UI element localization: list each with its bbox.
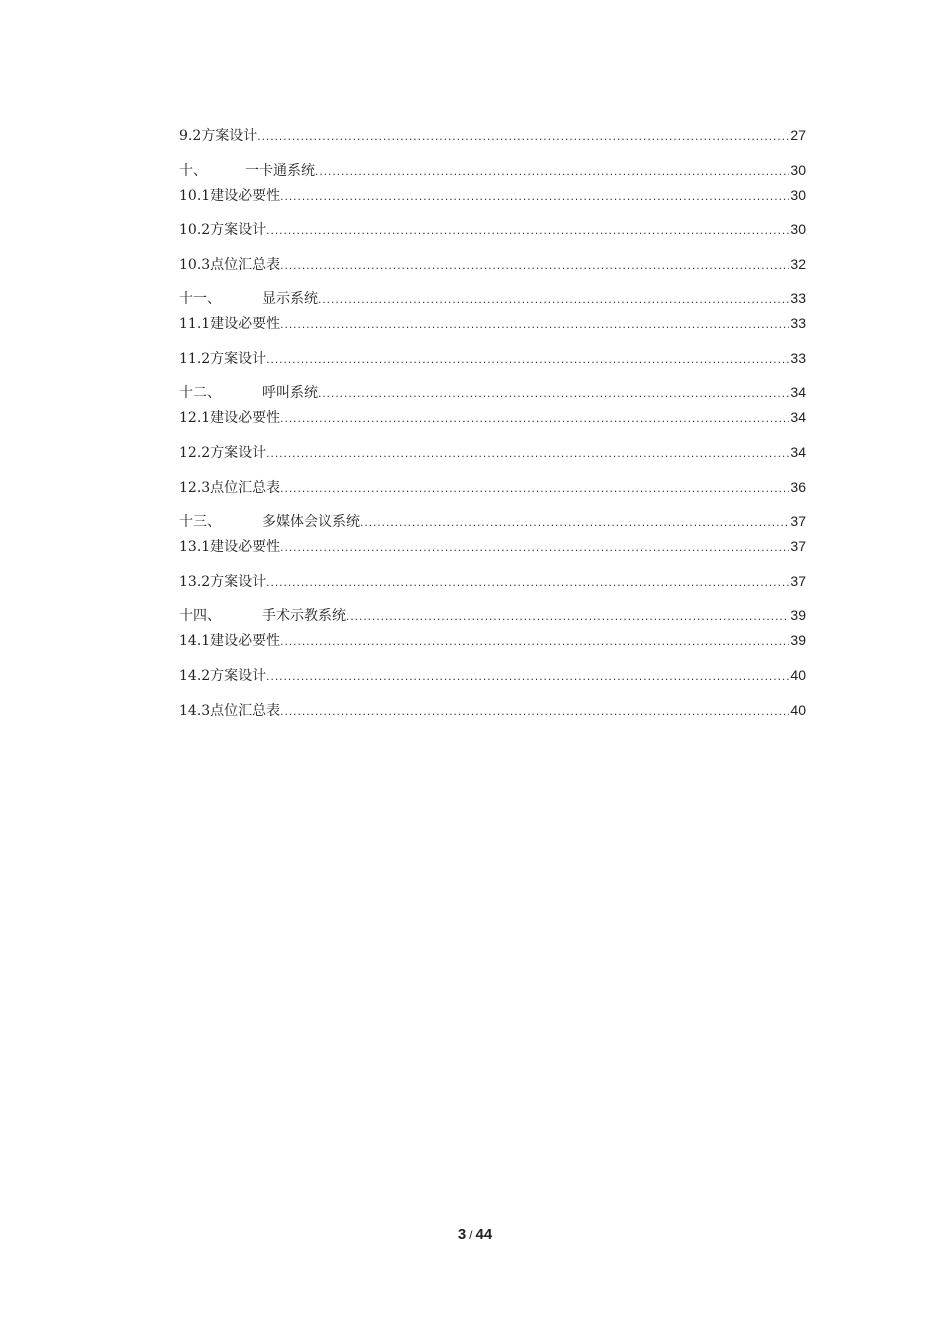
toc-entry-title: 方案设计 (210, 668, 267, 684)
toc-entry-number: 14.2 (179, 668, 211, 684)
toc-entry-title: 方案设计 (210, 445, 267, 461)
toc-entry-label (179, 125, 257, 147)
toc-entry-label (179, 219, 266, 241)
toc-page-number: 34 (789, 381, 806, 403)
toc-page-number: 30 (789, 159, 806, 181)
toc-entry-label (179, 288, 318, 310)
total-pages: 44 (475, 1226, 493, 1243)
current-page: 3 (457, 1226, 467, 1243)
toc-page-number: 40 (789, 664, 806, 686)
toc-entry-title: 建设必要性 (210, 539, 281, 555)
toc-entry-title: 方案设计 (210, 351, 267, 367)
dot-leader (266, 665, 789, 687)
dot-leader (280, 477, 789, 499)
toc-entry-number: 13.2 (179, 574, 211, 590)
toc-page-number: 37 (789, 510, 806, 532)
toc-section-entry[interactable] (179, 184, 806, 206)
toc-entry-label (179, 605, 346, 627)
dot-leader (280, 536, 789, 558)
toc-entry-title: 建设必要性 (210, 316, 281, 332)
page-separator: / (469, 1228, 473, 1242)
toc-entry-number: 13.1 (179, 539, 211, 555)
toc-section-entry[interactable] (179, 441, 806, 463)
toc-section-entry[interactable] (179, 629, 806, 651)
dot-leader (315, 160, 789, 182)
toc-chapter-entry[interactable] (179, 604, 806, 626)
toc-page-number: 30 (789, 184, 806, 206)
toc-section-entry[interactable] (179, 406, 806, 428)
toc-entry-title: 显示系统 (262, 291, 318, 307)
toc-section-entry[interactable] (179, 699, 806, 721)
toc-entry-title: 多媒体会议系统 (262, 514, 360, 530)
toc-entry-title: 手术示教系统 (262, 608, 346, 624)
toc-section-entry[interactable] (179, 312, 806, 334)
toc-entry-number: 10.1 (179, 188, 211, 204)
toc-entry-label (179, 160, 315, 182)
toc-entry-number: 11.1 (179, 316, 211, 332)
toc-entry-title: 点位汇总表 (210, 480, 281, 496)
toc-chapter-entry[interactable] (179, 510, 806, 532)
toc-entry-label (179, 442, 266, 464)
dot-leader (318, 382, 789, 404)
toc-page-number: 27 (789, 124, 806, 146)
toc-entry-label (179, 665, 266, 687)
toc-page-number: 33 (789, 347, 806, 369)
toc-entry-label (179, 700, 280, 722)
toc-entry-title: 呼叫系统 (262, 385, 318, 401)
toc-entry-number: 十一、 (179, 291, 221, 307)
toc-entry-number: 十、 (179, 163, 207, 179)
toc-page-number: 40 (789, 699, 806, 721)
page-number (0, 1226, 950, 1243)
toc-section-entry[interactable] (179, 535, 806, 557)
toc-entry-title: 方案设计 (210, 574, 267, 590)
toc-section-entry[interactable] (179, 253, 806, 275)
toc-page-number: 33 (789, 312, 806, 334)
dot-leader (280, 407, 789, 429)
dot-leader (346, 605, 789, 627)
toc-entry-number: 11.2 (179, 351, 211, 367)
toc-entry-label (179, 348, 266, 370)
toc-page-number: 37 (789, 570, 806, 592)
toc-entry-label (179, 185, 280, 207)
toc-entry-number: 14.1 (179, 633, 211, 649)
dot-leader (280, 630, 789, 652)
dot-leader (280, 185, 789, 207)
toc-section-entry[interactable] (179, 124, 806, 146)
toc-entry-label (179, 511, 360, 533)
toc-entry-number: 12.2 (179, 445, 211, 461)
toc-page-number: 37 (789, 535, 806, 557)
toc-entry-number: 十二、 (179, 385, 221, 401)
toc-section-entry[interactable] (179, 218, 806, 240)
toc-entry-title: 建设必要性 (210, 633, 281, 649)
toc-entry-title: 一卡通系统 (245, 163, 315, 179)
toc-page-number: 34 (789, 441, 806, 463)
toc-entry-label (179, 571, 266, 593)
dot-leader (360, 511, 789, 533)
dot-leader (266, 571, 789, 593)
toc-entry-number: 12.1 (179, 410, 211, 426)
toc-section-entry[interactable] (179, 476, 806, 498)
toc-section-entry[interactable] (179, 570, 806, 592)
toc-entry-label (179, 382, 318, 404)
toc-page-number: 34 (789, 406, 806, 428)
toc-entry-label (179, 630, 280, 652)
toc-entry-label (179, 477, 280, 499)
toc-section-entry[interactable] (179, 347, 806, 369)
dot-leader (280, 313, 789, 335)
toc-page-number: 39 (789, 604, 806, 626)
toc-entry-number: 14.3 (179, 703, 211, 719)
toc-entry-label (179, 313, 280, 335)
toc-page-number: 33 (789, 287, 806, 309)
toc-chapter-entry[interactable] (179, 287, 806, 309)
toc-chapter-entry[interactable] (179, 159, 806, 181)
dot-leader (280, 700, 789, 722)
toc-entry-title: 点位汇总表 (210, 703, 281, 719)
toc-entry-number: 十三、 (179, 514, 221, 530)
dot-leader (266, 219, 789, 241)
dot-leader (266, 348, 789, 370)
dot-leader (318, 288, 789, 310)
toc-page-number: 36 (789, 476, 806, 498)
toc-entry-title: 方案设计 (201, 128, 258, 144)
toc-entry-title: 方案设计 (210, 222, 267, 238)
dot-leader (266, 442, 789, 464)
toc-entry-number: 9.2 (179, 128, 202, 144)
toc-page-number: 39 (789, 629, 806, 651)
dot-leader (257, 125, 789, 147)
toc-chapter-entry[interactable] (179, 381, 806, 403)
toc-entry-label (179, 407, 280, 429)
toc-entry-number: 10.2 (179, 222, 211, 238)
toc-entry-title: 建设必要性 (210, 188, 281, 204)
toc-entry-number: 12.3 (179, 480, 211, 496)
toc-page-number: 30 (789, 218, 806, 240)
toc-entry-number: 10.3 (179, 257, 211, 273)
toc-entry-label (179, 254, 280, 276)
toc-entry-title: 建设必要性 (210, 410, 281, 426)
toc-page-number: 32 (789, 253, 806, 275)
toc-entry-number: 十四、 (179, 608, 221, 624)
dot-leader (280, 254, 789, 276)
toc-entry-title: 点位汇总表 (210, 257, 281, 273)
toc-section-entry[interactable] (179, 664, 806, 686)
toc-entry-label (179, 536, 280, 558)
